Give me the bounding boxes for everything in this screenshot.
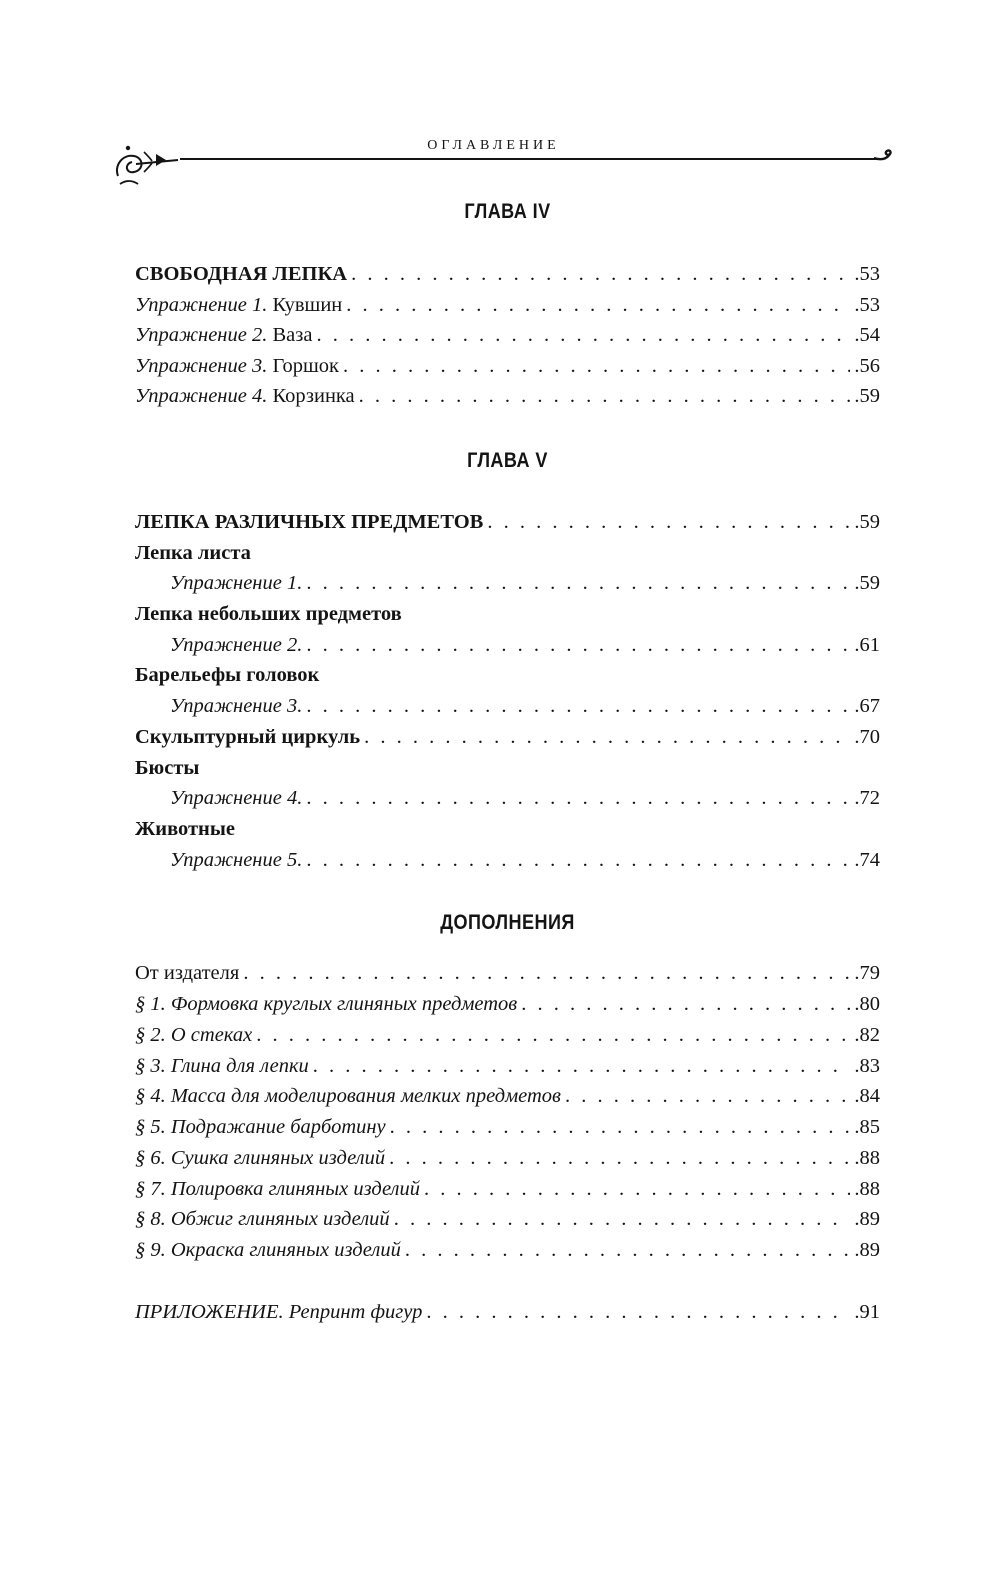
exercise-label: Упражнение 3.	[170, 695, 303, 717]
page-number: .70	[854, 726, 880, 748]
toc-entry[interactable]	[135, 1235, 880, 1265]
page-number: .53	[854, 294, 880, 316]
page-number: .91	[854, 1301, 880, 1323]
leader-dots	[394, 1204, 851, 1234]
exercise-name: Горшок	[272, 355, 340, 377]
leader-dots	[426, 1297, 850, 1327]
toc-entry[interactable]	[135, 691, 880, 721]
subsection-heading: Барельефы головок	[135, 664, 320, 686]
leader-dots	[306, 568, 850, 598]
entry-text: § 2. О стеках	[135, 1024, 253, 1046]
leader-dots	[316, 320, 850, 350]
exercise-name: Ваза	[272, 324, 313, 346]
page-number: .80	[854, 993, 880, 1015]
entry-text: § 5. Подражание барботину	[135, 1116, 386, 1138]
toc-entry[interactable]	[135, 958, 880, 988]
page-number: .82	[854, 1024, 880, 1046]
leader-dots	[424, 1174, 850, 1204]
header-rule	[180, 158, 880, 160]
leader-dots	[306, 630, 850, 660]
header-title: ОГЛАВЛЕНИЕ	[427, 138, 560, 153]
page-number: .89	[854, 1208, 880, 1230]
section-title: ЛЕПКА РАЗЛИЧНЫХ ПРЕДМЕТОВ	[135, 511, 484, 533]
page-number: .67	[854, 695, 880, 717]
exercise-label: Упражнение 2.	[170, 634, 303, 656]
leader-dots	[256, 1020, 850, 1050]
toc-entry[interactable]	[135, 1204, 880, 1234]
leader-dots	[313, 1051, 851, 1081]
entry-text: § 9. Окраска глиняных изделий	[135, 1239, 401, 1261]
toc-entry[interactable]	[135, 507, 880, 537]
toc-entry[interactable]	[135, 290, 880, 320]
toc-entry[interactable]	[135, 1297, 880, 1327]
leader-dots	[487, 507, 850, 537]
section-title: СВОБОДНАЯ ЛЕПКА	[135, 263, 348, 285]
entry-text: § 4. Масса для моделирования мелких предметов	[135, 1085, 561, 1107]
subsection-heading: Лепка небольших предметов	[135, 603, 402, 625]
leader-dots	[389, 1143, 850, 1173]
page-number: .85	[854, 1116, 880, 1138]
toc-entry[interactable]	[135, 722, 880, 752]
toc-entry[interactable]	[135, 1174, 880, 1204]
leader-dots	[565, 1081, 850, 1111]
exercise-label: Упражнение 1.	[135, 294, 268, 316]
subsection-heading: Скульптурный циркуль	[135, 726, 361, 748]
page-number: .88	[854, 1147, 880, 1169]
entry-text: § 1. Формовка круглых глиняных предметов	[135, 993, 518, 1015]
page-number: .72	[854, 787, 880, 809]
leader-dots	[390, 1112, 851, 1142]
page-number: .59	[854, 385, 880, 407]
subsection-heading: Лепка листа	[135, 542, 251, 564]
page-number: .56	[854, 355, 880, 377]
toc-entry[interactable]	[135, 989, 880, 1019]
toc-entry[interactable]	[135, 259, 880, 289]
page-number: .53	[854, 263, 880, 285]
chapter-heading: ГЛАВА IV	[464, 200, 551, 223]
leader-dots	[346, 290, 850, 320]
toc-entry[interactable]	[135, 845, 880, 875]
exercise-label: Упражнение 3.	[135, 355, 268, 377]
subsection-heading: Бюсты	[135, 757, 200, 779]
exercise-label: Упражнение 5.	[170, 849, 303, 871]
entry-text: § 3. Глина для лепки	[135, 1055, 309, 1077]
toc-entry[interactable]	[135, 1112, 880, 1142]
chapter-heading: ГЛАВА V	[467, 449, 548, 472]
page-number: .59	[854, 572, 880, 594]
exercise-name: Корзинка	[272, 385, 355, 407]
appendix-heading: ДОПОЛНЕНИЯ	[440, 911, 575, 934]
page-number: .79	[854, 962, 880, 984]
leader-dots	[405, 1235, 851, 1265]
toc-entry[interactable]	[135, 1020, 880, 1050]
entry-text: § 6. Сушка глиняных изделий	[135, 1147, 386, 1169]
page-number: .84	[854, 1085, 880, 1107]
running-header	[0, 0, 987, 200]
page-number: .89	[854, 1239, 880, 1261]
leader-dots	[521, 989, 850, 1019]
toc-entry[interactable]	[135, 320, 880, 350]
exercise-name: Кувшин	[272, 294, 343, 316]
exercise-label: Упражнение 4.	[170, 787, 303, 809]
toc-entry[interactable]	[135, 1143, 880, 1173]
leader-dots	[359, 381, 851, 411]
page-number: .54	[854, 324, 880, 346]
page-number: .74	[854, 849, 880, 871]
toc-entry[interactable]	[135, 630, 880, 660]
leader-dots	[306, 691, 850, 721]
exercise-label: Упражнение 4.	[135, 385, 268, 407]
leader-dots	[364, 722, 850, 752]
exercise-label: Упражнение 1.	[170, 572, 303, 594]
toc-entry[interactable]	[135, 1051, 880, 1081]
toc-entry[interactable]	[135, 568, 880, 598]
leader-dots	[243, 958, 850, 988]
leader-dots	[343, 351, 850, 381]
exercise-label: Упражнение 2.	[135, 324, 268, 346]
toc-entry[interactable]	[135, 1081, 880, 1111]
subsection-heading: Животные	[135, 818, 235, 840]
toc-entry[interactable]	[135, 381, 880, 411]
page-number: .59	[854, 511, 880, 533]
leader-dots	[306, 783, 850, 813]
entry-text: ПРИЛОЖЕНИЕ. Репринт фигур	[135, 1301, 423, 1323]
entry-text: § 7. Полировка глиняных изделий	[135, 1178, 420, 1200]
toc-entry[interactable]	[135, 783, 880, 813]
toc-entry[interactable]	[135, 351, 880, 381]
leader-dots	[306, 845, 850, 875]
entry-text: § 8. Обжиг глиняных изделий	[135, 1208, 390, 1230]
entry-text: От издателя	[135, 962, 240, 984]
page-number: .61	[854, 634, 880, 656]
page-number: .88	[854, 1178, 880, 1200]
page-number: .83	[854, 1055, 880, 1077]
leader-dots	[351, 259, 850, 289]
